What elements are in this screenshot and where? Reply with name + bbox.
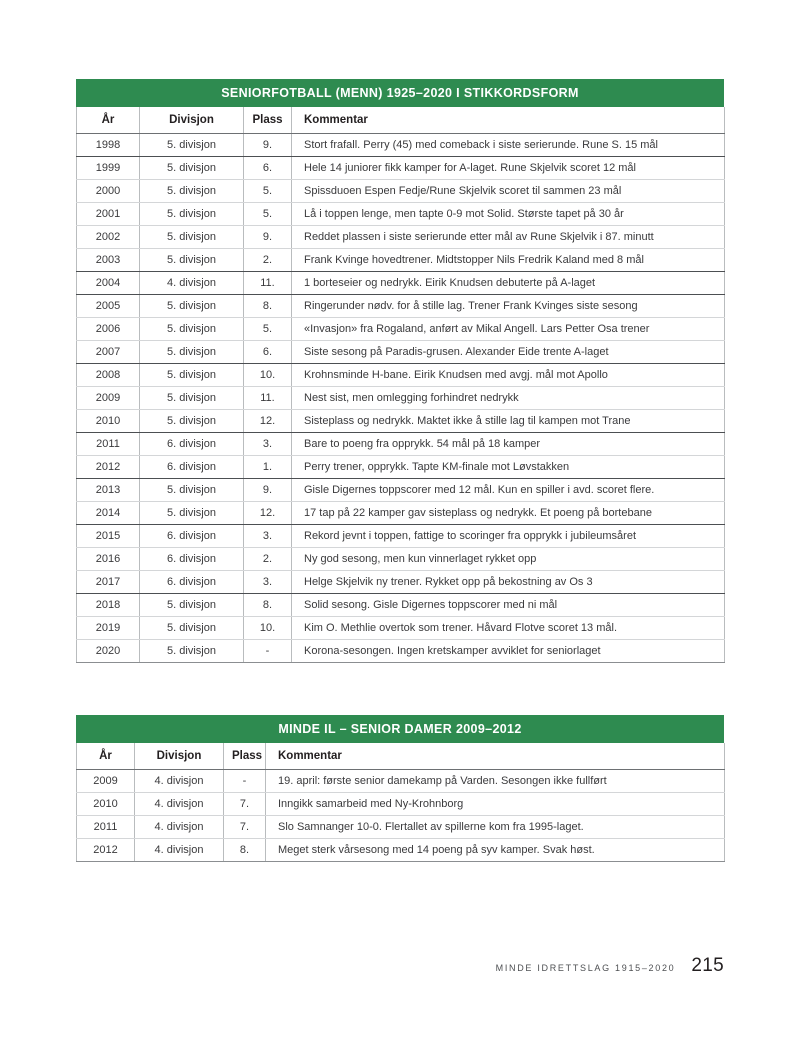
- table-row: [77, 386, 725, 409]
- table-row: [77, 340, 725, 363]
- cell-comment: Helge Skjelvik ny trener. Rykket opp på bekostning av Os 3: [292, 570, 725, 593]
- table-header: [77, 743, 725, 769]
- table-row: [77, 317, 725, 340]
- cell-place: 3.: [244, 432, 292, 455]
- cell-place: 3.: [244, 524, 292, 547]
- cell-year: 1998: [77, 133, 140, 156]
- cell-comment: 1 borteseier og nedrykk. Eirik Knudsen debuterte på A-laget: [292, 271, 725, 294]
- cell-place: 7.: [224, 792, 266, 815]
- cell-place: 9.: [244, 225, 292, 248]
- table-row: [77, 616, 725, 639]
- cell-comment: Reddet plassen i siste serierunde etter mål av Rune Skjelvik i 87. minutt: [292, 225, 725, 248]
- seniorfotball-menn-table-block: [76, 79, 724, 663]
- table-row: [77, 156, 725, 179]
- column-header-division: Divisjon: [135, 743, 224, 769]
- column-header-place: Plass: [244, 107, 292, 133]
- table-row: [77, 639, 725, 662]
- cell-year: 2020: [77, 639, 140, 662]
- table-row: [77, 792, 725, 815]
- table-row: [77, 294, 725, 317]
- table-row: [77, 570, 725, 593]
- column-header-comment: Kommentar: [266, 743, 725, 769]
- table-row: [77, 133, 725, 156]
- cell-year: 2000: [77, 179, 140, 202]
- cell-division: 5. divisjon: [140, 363, 244, 386]
- cell-division: 5. divisjon: [140, 294, 244, 317]
- cell-place: -: [224, 769, 266, 792]
- cell-division: 6. divisjon: [140, 547, 244, 570]
- table-row: [77, 547, 725, 570]
- cell-place: 6.: [244, 340, 292, 363]
- cell-comment: Kim O. Methlie overtok som trener. Håvard Flotve scoret 13 mål.: [292, 616, 725, 639]
- cell-division: 5. divisjon: [140, 133, 244, 156]
- cell-comment: 19. april: første senior damekamp på Varden. Sesongen ikke fullført: [266, 769, 725, 792]
- cell-comment: Lå i toppen lenge, men tapte 0-9 mot Solid. Største tapet på 30 år: [292, 202, 725, 225]
- cell-division: 5. divisjon: [140, 593, 244, 616]
- cell-comment: Hele 14 juniorer fikk kamper for A-laget. Rune Skjelvik scoret 12 mål: [292, 156, 725, 179]
- cell-division: 5. divisjon: [140, 225, 244, 248]
- cell-year: 2005: [77, 294, 140, 317]
- cell-division: 5. divisjon: [140, 202, 244, 225]
- cell-year: 1999: [77, 156, 140, 179]
- cell-division: 5. divisjon: [140, 156, 244, 179]
- cell-comment: Ny god sesong, men kun vinnerlaget rykket opp: [292, 547, 725, 570]
- cell-place: 11.: [244, 271, 292, 294]
- table-row: [77, 838, 725, 861]
- cell-division: 6. divisjon: [140, 432, 244, 455]
- cell-comment: Frank Kvinge hovedtrener. Midtstopper Nils Fredrik Kaland med 8 mål: [292, 248, 725, 271]
- senior-damer-table-block: [76, 715, 724, 862]
- cell-division: 5. divisjon: [140, 248, 244, 271]
- cell-division: 5. divisjon: [140, 386, 244, 409]
- column-header-year: År: [77, 107, 140, 133]
- table-row: [77, 432, 725, 455]
- cell-comment: Spissduoen Espen Fedje/Rune Skjelvik scoret til sammen 23 mål: [292, 179, 725, 202]
- column-header-division: Divisjon: [140, 107, 244, 133]
- cell-year: 2003: [77, 248, 140, 271]
- table-row: [77, 769, 725, 792]
- cell-comment: Ringerunder nødv. for å stille lag. Trener Frank Kvinges siste sesong: [292, 294, 725, 317]
- cell-comment: Siste sesong på Paradis-grusen. Alexander Eide trente A-laget: [292, 340, 725, 363]
- cell-year: 2015: [77, 524, 140, 547]
- cell-division: 4. divisjon: [140, 271, 244, 294]
- table-body: [77, 133, 725, 662]
- table-row: [77, 225, 725, 248]
- cell-place: 12.: [244, 501, 292, 524]
- cell-year: 2011: [77, 432, 140, 455]
- cell-division: 4. divisjon: [135, 838, 224, 861]
- cell-place: 12.: [244, 409, 292, 432]
- cell-place: 2.: [244, 248, 292, 271]
- cell-comment: Korona-sesongen. Ingen kretskamper avviklet for seniorlaget: [292, 639, 725, 662]
- table-row: [77, 363, 725, 386]
- cell-place: 5.: [244, 179, 292, 202]
- cell-year: 2017: [77, 570, 140, 593]
- table-row: [77, 593, 725, 616]
- cell-division: 4. divisjon: [135, 792, 224, 815]
- cell-year: 2009: [77, 769, 135, 792]
- cell-year: 2016: [77, 547, 140, 570]
- cell-division: 6. divisjon: [140, 524, 244, 547]
- cell-year: 2018: [77, 593, 140, 616]
- cell-division: 4. divisjon: [135, 769, 224, 792]
- cell-year: 2012: [77, 838, 135, 861]
- cell-comment: Bare to poeng fra opprykk. 54 mål på 18 kamper: [292, 432, 725, 455]
- cell-year: 2004: [77, 271, 140, 294]
- table-row: [77, 409, 725, 432]
- cell-comment: Sisteplass og nedrykk. Maktet ikke å stille lag til kampen mot Trane: [292, 409, 725, 432]
- column-header-comment: Kommentar: [292, 107, 725, 133]
- column-header-year: År: [77, 743, 135, 769]
- cell-division: 5. divisjon: [140, 317, 244, 340]
- table-title: SENIORFOTBALL (MENN) 1925–2020 I STIKKORDSFORM: [76, 79, 724, 107]
- table-row: [77, 248, 725, 271]
- cell-comment: Solid sesong. Gisle Digernes toppscorer med ni mål: [292, 593, 725, 616]
- cell-division: 5. divisjon: [140, 409, 244, 432]
- cell-place: 10.: [244, 616, 292, 639]
- cell-division: 4. divisjon: [135, 815, 224, 838]
- cell-comment: Rekord jevnt i toppen, fattige to scoringer fra opprykk i jubileumsåret: [292, 524, 725, 547]
- cell-comment: Nest sist, men omlegging forhindret nedrykk: [292, 386, 725, 409]
- cell-year: 2011: [77, 815, 135, 838]
- cell-comment: Krohnsminde H-bane. Eirik Knudsen med avgj. mål mot Apollo: [292, 363, 725, 386]
- cell-division: 5. divisjon: [140, 179, 244, 202]
- cell-place: 3.: [244, 570, 292, 593]
- cell-place: 9.: [244, 478, 292, 501]
- cell-comment: Perry trener, opprykk. Tapte KM-finale mot Løvstakken: [292, 455, 725, 478]
- cell-place: 7.: [224, 815, 266, 838]
- cell-division: 5. divisjon: [140, 340, 244, 363]
- cell-place: 6.: [244, 156, 292, 179]
- table-row: [77, 815, 725, 838]
- cell-year: 2008: [77, 363, 140, 386]
- column-header-place: Plass: [224, 743, 266, 769]
- table-row: [77, 179, 725, 202]
- table-body: [77, 769, 725, 861]
- cell-division: 5. divisjon: [140, 639, 244, 662]
- cell-division: 6. divisjon: [140, 455, 244, 478]
- cell-division: 5. divisjon: [140, 501, 244, 524]
- cell-comment: Stort frafall. Perry (45) med comeback i siste serierunde. Rune S. 15 mål: [292, 133, 725, 156]
- cell-year: 2007: [77, 340, 140, 363]
- cell-year: 2006: [77, 317, 140, 340]
- table-header-row: [77, 743, 725, 769]
- cell-year: 2019: [77, 616, 140, 639]
- cell-place: -: [244, 639, 292, 662]
- table-title: MINDE IL – SENIOR DAMER 2009–2012: [76, 715, 724, 743]
- senior-damer-table: [76, 743, 725, 862]
- cell-place: 8.: [224, 838, 266, 861]
- cell-year: 2012: [77, 455, 140, 478]
- cell-division: 6. divisjon: [140, 570, 244, 593]
- cell-year: 2013: [77, 478, 140, 501]
- page-number: 215: [691, 955, 724, 976]
- table-row: [77, 524, 725, 547]
- table-header: [77, 107, 725, 133]
- cell-comment: Inngikk samarbeid med Ny-Krohnborg: [266, 792, 725, 815]
- cell-place: 5.: [244, 317, 292, 340]
- cell-comment: Gisle Digernes toppscorer med 12 mål. Kun en spiller i avd. scoret flere.: [292, 478, 725, 501]
- cell-year: 2010: [77, 792, 135, 815]
- cell-place: 9.: [244, 133, 292, 156]
- cell-comment: «Invasjon» fra Rogaland, anført av Mikal Angell. Lars Petter Osa trener: [292, 317, 725, 340]
- cell-year: 2002: [77, 225, 140, 248]
- cell-place: 10.: [244, 363, 292, 386]
- table-row: [77, 501, 725, 524]
- cell-year: 2014: [77, 501, 140, 524]
- cell-place: 11.: [244, 386, 292, 409]
- cell-place: 5.: [244, 202, 292, 225]
- table-row: [77, 271, 725, 294]
- cell-comment: Meget sterk vårsesong med 14 poeng på syv kamper. Svak høst.: [266, 838, 725, 861]
- seniorfotball-menn-table: [76, 107, 725, 663]
- cell-division: 5. divisjon: [140, 616, 244, 639]
- table-row: [77, 478, 725, 501]
- table-row: [77, 455, 725, 478]
- cell-year: 2009: [77, 386, 140, 409]
- cell-division: 5. divisjon: [140, 478, 244, 501]
- cell-place: 8.: [244, 593, 292, 616]
- page-footer: [496, 955, 724, 977]
- cell-place: 1.: [244, 455, 292, 478]
- cell-place: 2.: [244, 547, 292, 570]
- cell-year: 2001: [77, 202, 140, 225]
- footer-publication-label: MINDE IDRETTSLAG 1915–2020: [495, 963, 676, 973]
- table-header-row: [77, 107, 725, 133]
- cell-place: 8.: [244, 294, 292, 317]
- table-row: [77, 202, 725, 225]
- cell-comment: 17 tap på 22 kamper gav sisteplass og nedrykk. Et poeng på bortebane: [292, 501, 725, 524]
- cell-year: 2010: [77, 409, 140, 432]
- cell-comment: Slo Samnanger 10-0. Flertallet av spillerne kom fra 1995-laget.: [266, 815, 725, 838]
